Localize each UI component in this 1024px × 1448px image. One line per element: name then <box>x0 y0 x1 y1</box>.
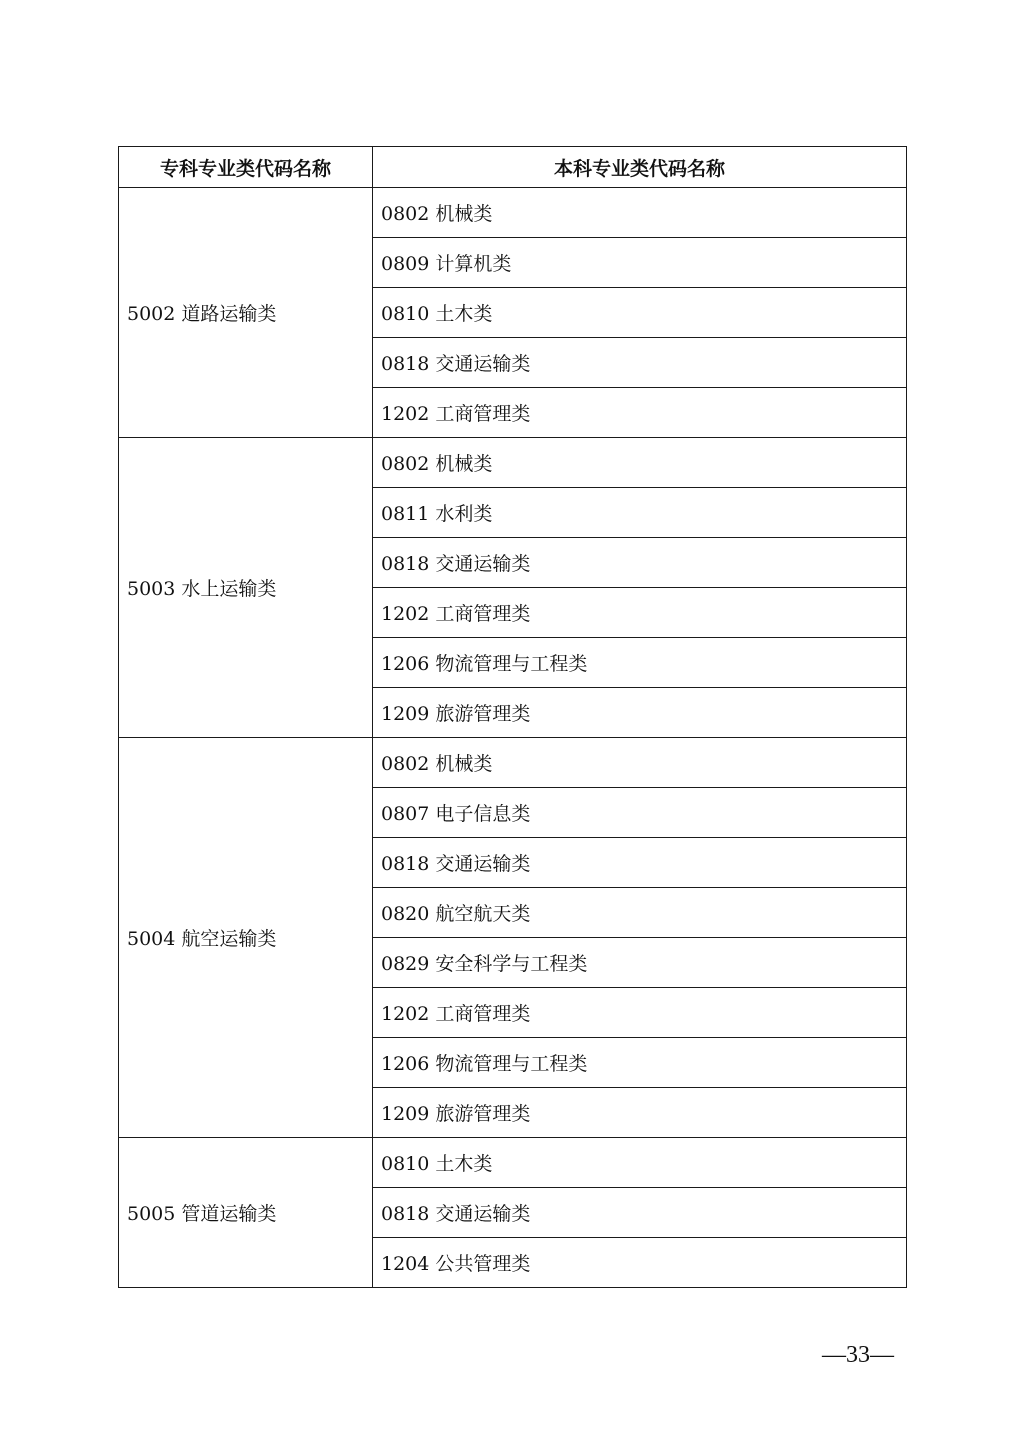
bachelor-major-cell: 1204 公共管理类 <box>373 1238 907 1288</box>
associate-major-cell: 5002 道路运输类 <box>119 188 373 438</box>
major-mapping-table <box>118 146 907 1288</box>
bachelor-major-cell: 0802 机械类 <box>373 438 907 488</box>
bachelor-major-cell: 1206 物流管理与工程类 <box>373 1038 907 1088</box>
bachelor-major-cell: 0809 计算机类 <box>373 238 907 288</box>
bachelor-major-cell: 1209 旅游管理类 <box>373 688 907 738</box>
bachelor-major-cell: 1206 物流管理与工程类 <box>373 638 907 688</box>
bachelor-major-cell: 0810 土木类 <box>373 288 907 338</box>
bachelor-major-cell: 0810 土木类 <box>373 1138 907 1188</box>
bachelor-major-cell: 0829 安全科学与工程类 <box>373 938 907 988</box>
bachelor-major-cell: 0802 机械类 <box>373 738 907 788</box>
bachelor-major-cell: 0818 交通运输类 <box>373 538 907 588</box>
table-body <box>119 188 907 1288</box>
header-associate-major: 专科专业类代码名称 <box>119 147 373 188</box>
table-header-row <box>119 147 907 188</box>
table-row <box>119 188 907 238</box>
table-row <box>119 738 907 788</box>
associate-major-cell: 5003 水上运输类 <box>119 438 373 738</box>
bachelor-major-cell: 1202 工商管理类 <box>373 388 907 438</box>
header-bachelor-major: 本科专业类代码名称 <box>373 147 907 188</box>
associate-major-cell: 5005 管道运输类 <box>119 1138 373 1288</box>
page-number: —33— <box>822 1342 894 1368</box>
bachelor-major-cell: 0811 水利类 <box>373 488 907 538</box>
bachelor-major-cell: 0818 交通运输类 <box>373 338 907 388</box>
table-row <box>119 438 907 488</box>
associate-major-cell: 5004 航空运输类 <box>119 738 373 1138</box>
bachelor-major-cell: 1202 工商管理类 <box>373 588 907 638</box>
bachelor-major-cell: 1202 工商管理类 <box>373 988 907 1038</box>
bachelor-major-cell: 0818 交通运输类 <box>373 838 907 888</box>
bachelor-major-cell: 0820 航空航天类 <box>373 888 907 938</box>
bachelor-major-cell: 0802 机械类 <box>373 188 907 238</box>
table-row <box>119 1138 907 1188</box>
bachelor-major-cell: 0818 交通运输类 <box>373 1188 907 1238</box>
bachelor-major-cell: 0807 电子信息类 <box>373 788 907 838</box>
bachelor-major-cell: 1209 旅游管理类 <box>373 1088 907 1138</box>
